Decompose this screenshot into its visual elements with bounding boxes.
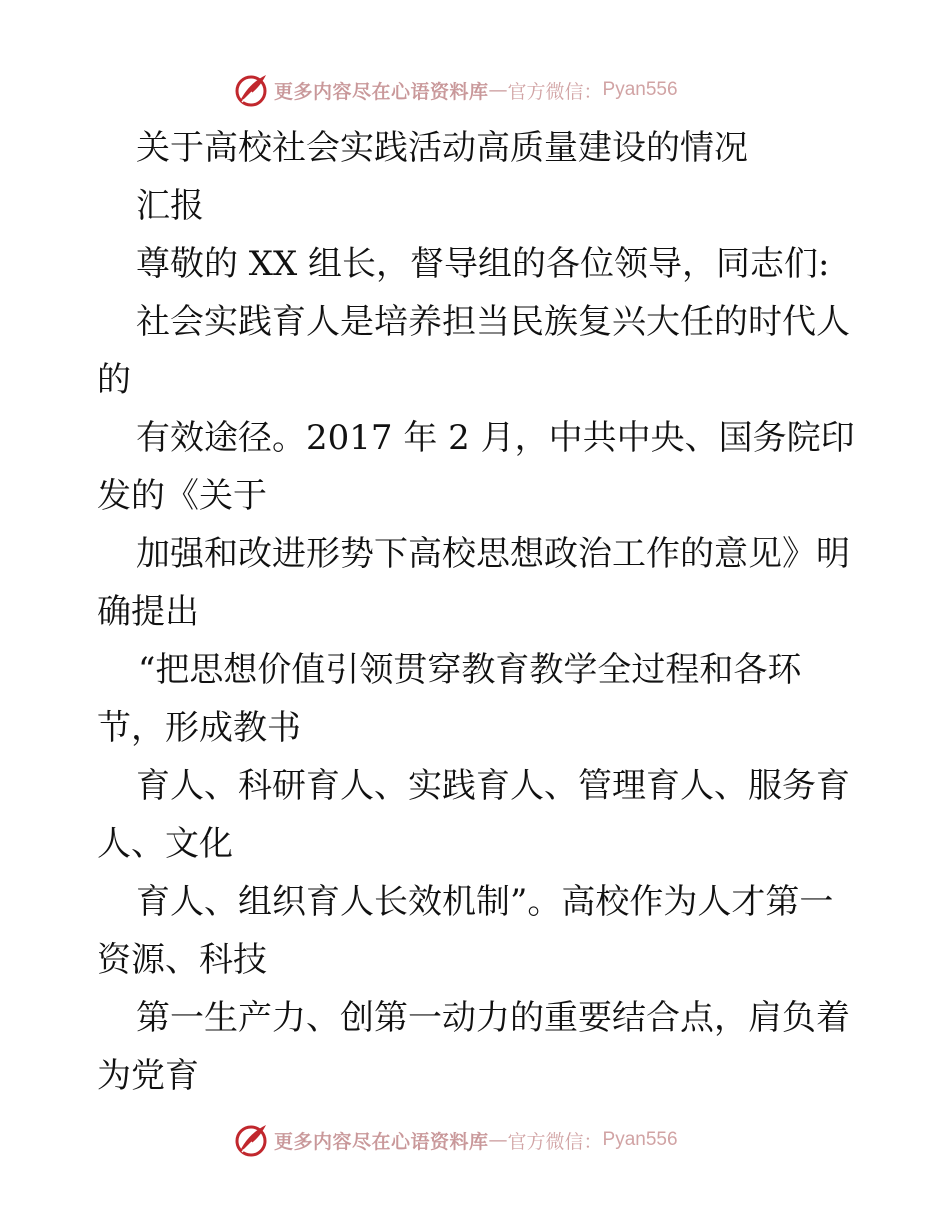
banner-official-label: 官方微信： bbox=[507, 1130, 603, 1153]
doc-text-line: 资源、科技 bbox=[97, 940, 267, 980]
banner-wechat-id: Pyan556 bbox=[602, 1129, 678, 1150]
footer-watermark-banner bbox=[232, 1120, 732, 1160]
banner-wechat-id: Pyan556 bbox=[602, 79, 678, 100]
doc-text-line: 育人、科研育人、实践育人、管理育人、服务育 bbox=[136, 766, 850, 806]
doc-text-line: 有效途径。2017 年 2 月，中共中央、国务院印 bbox=[136, 418, 855, 458]
banner-separator: — bbox=[488, 79, 508, 101]
banner-official-label: 官方微信： bbox=[507, 80, 603, 103]
doc-salutation: 尊敬的 XX 组长，督导组的各位领导，同志们: bbox=[136, 244, 830, 284]
doc-text-line: 社会实践育人是培养担当民族复兴大任的时代人 bbox=[136, 302, 850, 342]
quill-logo-icon bbox=[232, 1121, 270, 1159]
doc-title-line-1: 关于高校社会实践活动高质量建设的情况 bbox=[136, 128, 748, 168]
doc-title-line-2: 汇报 bbox=[136, 186, 204, 226]
banner-text: 更多内容尽在心语资料库 bbox=[274, 1130, 489, 1153]
doc-text-line: 发的《关于 bbox=[97, 476, 267, 516]
doc-text-line: 的 bbox=[97, 360, 131, 400]
doc-text-line: 加强和改进形势下高校思想政治工作的意见》明 bbox=[136, 534, 850, 574]
doc-text-line: 第一生产力、创第一动力的重要结合点，肩负着 bbox=[136, 998, 850, 1038]
doc-text-line: “把思想价值引领贯穿教育教学全过程和各环 bbox=[138, 650, 802, 690]
banner-separator: — bbox=[488, 1129, 508, 1151]
doc-text-line: 人、文化 bbox=[97, 824, 233, 864]
doc-text-line: 为党育 bbox=[97, 1056, 199, 1096]
doc-text-line: 确提出 bbox=[97, 592, 199, 632]
doc-text-line: 节，形成教书 bbox=[97, 708, 301, 748]
banner-text: 更多内容尽在心语资料库 bbox=[274, 80, 489, 103]
doc-text-line: 育人、组织育人长效机制”。高校作为人才第一 bbox=[136, 882, 834, 922]
